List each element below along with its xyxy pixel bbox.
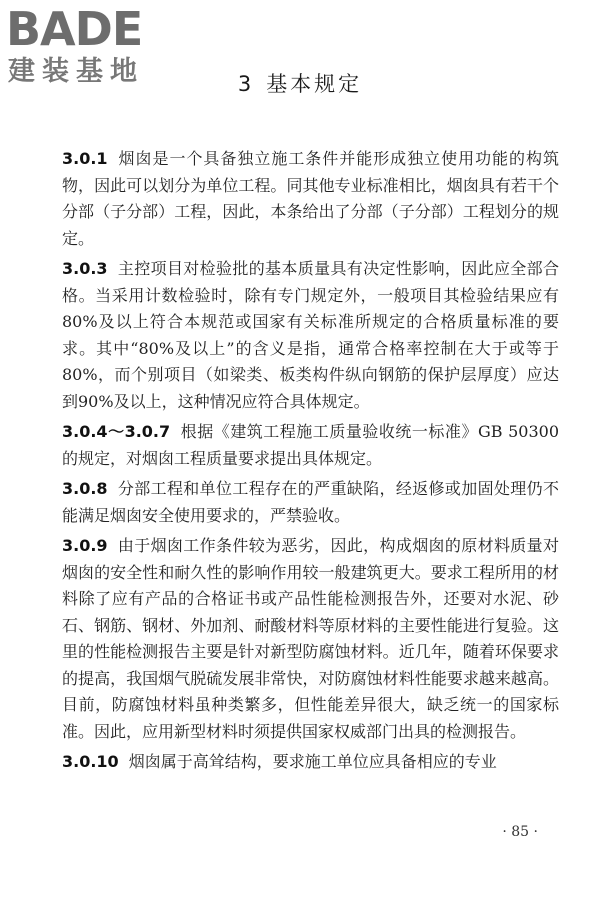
clause-number: 3.0.4～3.0.7 — [62, 422, 171, 441]
logo-latin-text: BADE — [6, 2, 143, 56]
clause-number: 3.0.9 — [62, 536, 108, 555]
clause-text: 由于烟囱工作条件较为恶劣，因此，构成烟囱的原材料质量对烟囱的安全性和耐久性的影响作用较一般建筑更大。要求工程所用的材料除了应有产品的合格证书或产品性能检测报告外，还要对水泥、砂石、钢筋、钢材、外加剂、耐酸材料等原材料的主要性能进行复验。这里的性能检测报告主要是针对新型防腐蚀材料。近几年，随着环保要求的提高，我国烟气脱硫发展非常快，对防腐蚀材料性能要求越来越高。目前，防腐蚀材料虽种类繁多，但性能差异很大，缺乏统一的国家标准。因此，应用新型材料时须提供国家权威部门出具的检测报告。 — [62, 536, 559, 741]
chapter-number: 3 — [237, 72, 255, 96]
clause-paragraph — [62, 533, 559, 745]
clause-text: 烟囱属于高耸结构，要求施工单位应具备相应的专业 — [128, 752, 497, 771]
chapter-title-text: 基本规定 — [266, 72, 363, 96]
clause-number: 3.0.8 — [62, 479, 108, 498]
clause-number: 3.0.1 — [62, 149, 108, 168]
document-body — [62, 146, 559, 780]
logo-chinese-text: 建装基地 — [8, 56, 144, 87]
clause-number: 3.0.3 — [62, 259, 108, 278]
clause-paragraph — [62, 749, 559, 776]
clause-text: 根据《建筑工程施工质量验收统一标准》GB 50300的规定，对烟囱工程质量要求提出具体规定。 — [62, 422, 559, 468]
clause-text: 烟囱是一个具备独立施工条件并能形成独立使用功能的构筑物，因此可以划分为单位工程。同其他专业标准相比，烟囱具有若干个分部（子分部）工程，因此，本条给出了分部（子分部）工程划分的规定。 — [62, 149, 559, 248]
clause-paragraph — [62, 146, 559, 252]
clause-paragraph — [62, 256, 559, 415]
clause-number: 3.0.10 — [62, 752, 119, 771]
clause-paragraph — [62, 476, 559, 529]
clause-paragraph — [62, 419, 559, 472]
clause-text: 主控项目对检验批的基本质量具有决定性影响，因此应全部合格。当采用计数检验时，除有专门规定外，一般项目其检验结果应有80%及以上符合本规范或国家有关标准所规定的合格质量标准的要求。其中“80%及以上”的含义是指，通常合格率控制在大于或等于80%，而个别项目（如梁类、板类构件纵向钢筋的保护层厚度）应达到90%及以上，这种情况应符合具体规定。 — [62, 259, 559, 411]
page-number: · 85 · — [502, 824, 538, 840]
chapter-title — [0, 68, 600, 98]
clause-text: 分部工程和单位工程存在的严重缺陷，经返修或加固处理仍不能满足烟囱安全使用要求的，严禁验收。 — [62, 479, 559, 525]
